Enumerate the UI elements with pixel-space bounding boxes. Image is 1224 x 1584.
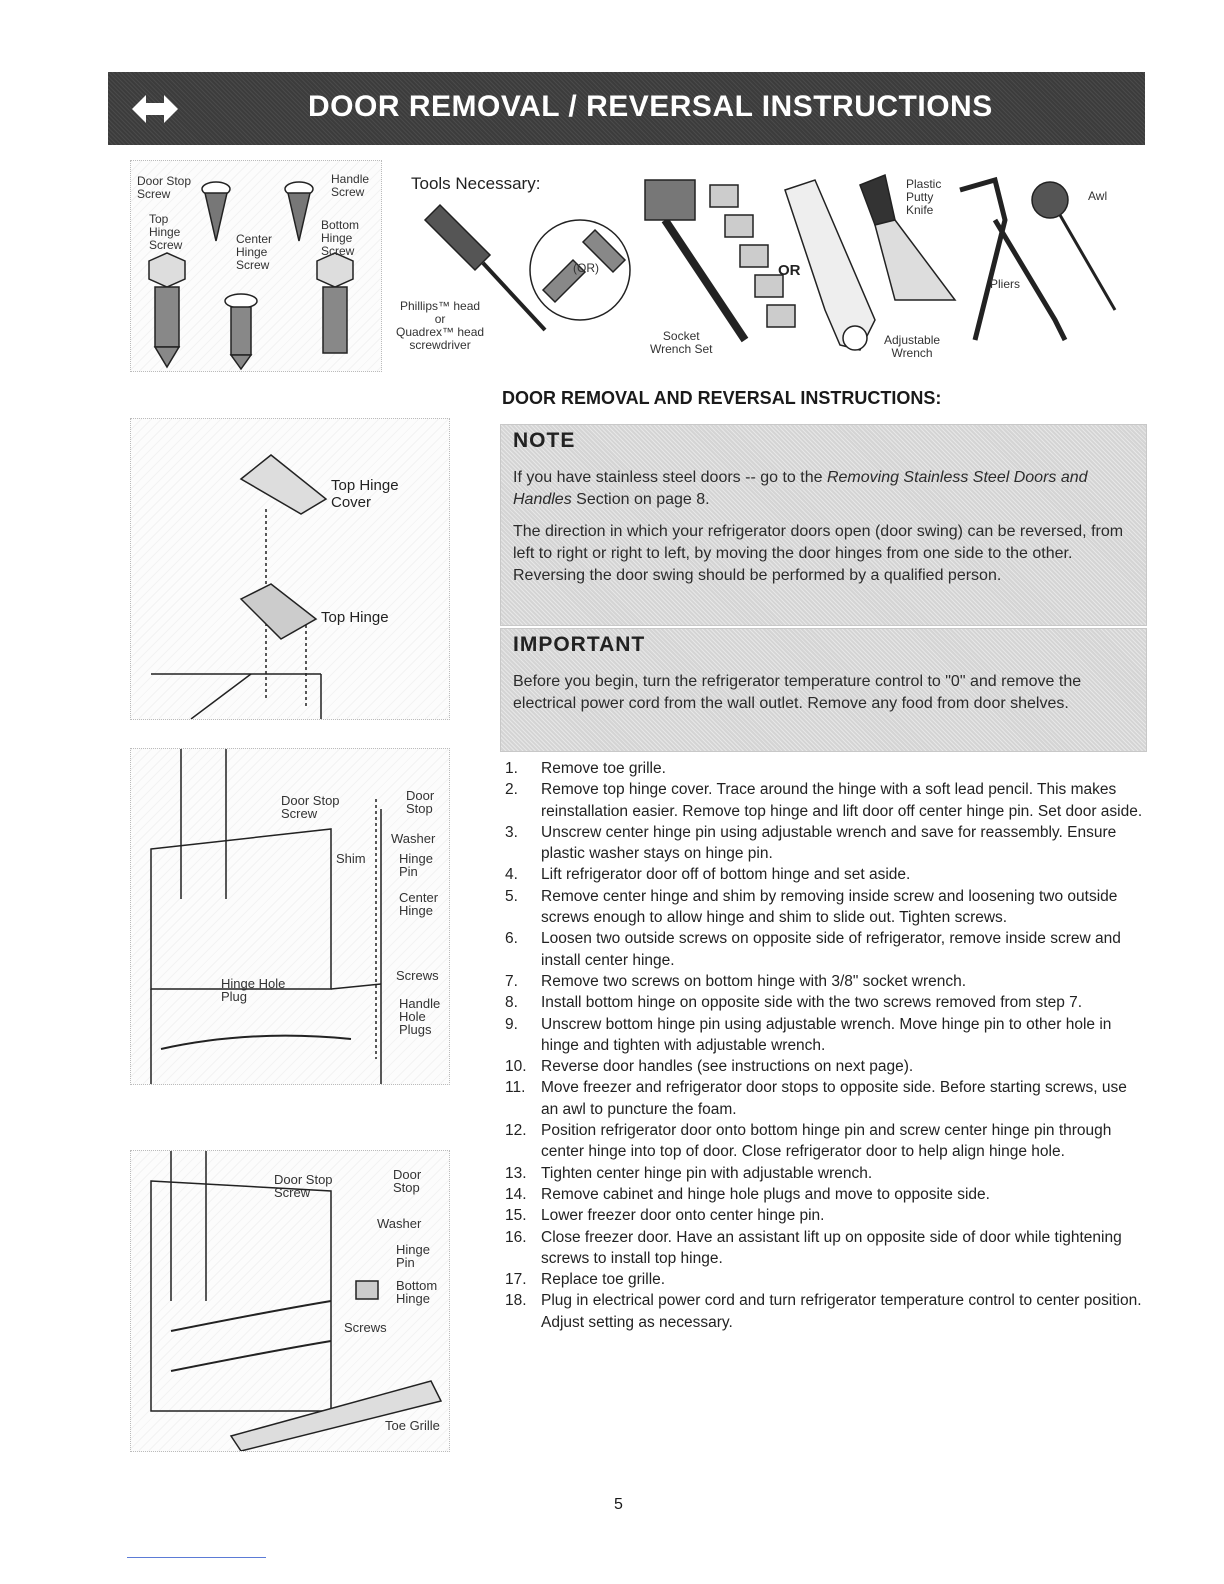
tools-title: Tools Necessary:	[411, 174, 541, 193]
bottom-hinge-figure	[130, 1150, 450, 1452]
top-hinge-cover-label: Top Hinge Cover	[331, 477, 399, 511]
step-item	[505, 864, 1145, 885]
step-text: Lift refrigerator door off of bottom hinge and set aside.	[541, 866, 911, 884]
step-number: 9.	[505, 1015, 518, 1033]
step-item	[505, 1163, 1145, 1184]
step-item	[505, 1184, 1145, 1205]
or-label-2: OR	[778, 262, 801, 279]
step-number: 8.	[505, 994, 518, 1012]
step-text: Replace toe grille.	[541, 1271, 666, 1289]
door-stop-label: Door Stop	[406, 788, 435, 816]
step-item	[505, 1056, 1145, 1077]
step-number: 14.	[505, 1185, 527, 1203]
step-item	[505, 971, 1145, 992]
step-text: Remove cabinet and hinge hole plugs and move to opposite side.	[541, 1185, 990, 1203]
page-title: DOOR REMOVAL / REVERSAL INSTRUCTIONS	[308, 90, 993, 123]
step-text: Reverse door handles (see instructions on next page).	[541, 1058, 914, 1076]
washer-label-2: Washer	[377, 1216, 422, 1231]
step-text: Remove toe grille.	[541, 760, 666, 777]
note-p1-link: Removing Stainless Steel Doors and Handles	[513, 469, 1088, 508]
center-hinge-figure	[130, 748, 450, 1085]
step-text: Close freezer door. Have an assistant lift up on opposite side of door while tightening screws to install top hinge.	[541, 1228, 1122, 1267]
note-box	[500, 424, 1147, 626]
bottom-hinge-label: Bottom Hinge	[396, 1278, 438, 1306]
step-item	[505, 1269, 1145, 1290]
hinge-hole-plug-label: Hinge Hole Plug	[221, 976, 286, 1004]
or-label-1: (OR)	[573, 261, 599, 275]
step-item	[505, 779, 1145, 822]
step-text: Remove center hinge and shim by removing inside screw and loosening two outside screws enough to allow hinge and shim to slide out. Tighten screws.	[541, 887, 1118, 927]
important-box	[500, 628, 1147, 752]
step-number: 4.	[505, 866, 518, 884]
step-number: 10.	[505, 1058, 527, 1076]
bottom-hinge-screw-label: Bottom Hinge Screw	[321, 218, 360, 258]
double-arrow-icon	[132, 94, 178, 124]
step-item	[505, 1014, 1145, 1057]
step-number: 1.	[505, 760, 518, 777]
adjustable-label: Adjustable Wrench	[884, 333, 941, 360]
step-text: Tighten center hinge pin with adjustable wrench.	[541, 1164, 873, 1182]
step-item	[505, 886, 1145, 929]
footer-line	[127, 1557, 266, 1558]
step-text: Move freezer and refrigerator door stops to opposite side. Before starting screws, use an awl to puncture the foam.	[541, 1079, 1127, 1118]
note-p1-b: Section on page 8.	[571, 491, 710, 508]
step-item	[505, 1120, 1145, 1163]
top-hinge-figure	[130, 418, 450, 720]
screws-label: Screws	[396, 968, 439, 983]
door-stop-screw-label-2: Door Stop Screw	[281, 793, 340, 821]
step-item	[505, 822, 1145, 865]
step-number: 12.	[505, 1122, 527, 1140]
step-item	[505, 928, 1145, 971]
steps-list	[505, 758, 1145, 1333]
tools-illustration	[395, 160, 1155, 370]
step-item	[505, 1077, 1145, 1120]
section-heading: DOOR REMOVAL AND REVERSAL INSTRUCTIONS:	[502, 388, 942, 408]
step-text: Remove top hinge cover. Trace around the hinge with a soft lead pencil. This makes reinstallation easier. Remove top hinge and lift door off center hinge pin. Set door aside.	[541, 781, 1143, 820]
center-hinge-label: Center Hinge	[399, 890, 439, 918]
step-number: 11.	[505, 1079, 526, 1097]
step-text: Position refrigerator door onto bottom hinge pin and screw center hinge pin through center hinge into top of door. Close refrigerator door to help align hinge hole.	[541, 1122, 1112, 1161]
note-paragraph-1	[513, 467, 1134, 511]
step-text: Unscrew bottom hinge pin using adjustable wrench. Move hinge pin to other hole in hinge and tighten with adjustable wrench.	[541, 1015, 1112, 1054]
screws-figure	[130, 160, 382, 372]
step-item	[505, 758, 1145, 779]
step-number: 6.	[505, 930, 518, 948]
top-hinge-label: Top Hinge	[321, 609, 389, 626]
door-stop-screw-label-3: Door Stop Screw	[274, 1172, 333, 1200]
center-hinge-screw-label: Center Hinge Screw	[236, 232, 273, 272]
socket-label: Socket Wrench Set	[650, 329, 713, 356]
step-text: Unscrew center hinge pin using adjustable wrench and save for reassembly. Ensure plastic washer stays on hinge pin.	[541, 823, 1117, 863]
note-p1-a: If you have stainless steel doors -- go to the	[513, 469, 827, 486]
putty-label: Plastic Putty Knife	[906, 177, 942, 217]
hinge-pin-label: Hinge Pin	[399, 851, 433, 879]
step-number: 15.	[505, 1207, 527, 1225]
step-number: 3.	[505, 823, 518, 841]
hinge-pin-label-2: Hinge Pin	[396, 1242, 430, 1270]
step-number: 17.	[505, 1271, 527, 1289]
pliers-label: Pliers	[990, 277, 1021, 291]
step-text: Remove two screws on bottom hinge with 3/8" socket wrench.	[541, 972, 967, 990]
important-paragraph: Before you begin, turn the refrigerator temperature control to "0" and remove the electrical power cord from the wall outlet. Remove any food from door shelves.	[513, 673, 1082, 712]
step-text: Lower freezer door onto center hinge pin.	[541, 1207, 825, 1225]
door-stop-label-2: Door Stop	[393, 1167, 422, 1195]
step-number: 13.	[505, 1164, 527, 1182]
shim-label: Shim	[336, 851, 366, 866]
step-text: Install bottom hinge on opposite side with the two screws removed from step 7.	[541, 994, 1083, 1012]
handle-screw-label: Handle Screw	[331, 172, 370, 199]
note-title: NOTE	[513, 429, 576, 452]
step-item	[505, 1290, 1145, 1333]
top-hinge-illustration	[131, 419, 449, 719]
step-number: 18.	[505, 1292, 527, 1310]
top-hinge-screw-label: Top Hinge Screw	[149, 212, 183, 252]
step-number: 16.	[505, 1228, 527, 1246]
awl-label: Awl	[1088, 189, 1108, 203]
door-stop-screw-label: Door Stop Screw	[137, 174, 192, 201]
step-item	[505, 1227, 1145, 1270]
step-text: Loosen two outside screws on opposite side of refrigerator, remove inside screw and install center hinge.	[541, 930, 1121, 969]
step-number: 2.	[505, 781, 518, 799]
washer-label: Washer	[391, 831, 436, 846]
step-item	[505, 992, 1145, 1013]
step-number: 7.	[505, 972, 518, 990]
step-text: Plug in electrical power cord and turn refrigerator temperature control to center position. Adjust setting as necessary.	[541, 1292, 1142, 1331]
screws-label-2: Screws	[344, 1320, 387, 1335]
toe-grille-label: Toe Grille	[385, 1418, 440, 1433]
handle-hole-plugs-label: Handle Hole Plugs	[399, 996, 441, 1037]
header-banner	[108, 72, 1145, 145]
step-number: 5.	[505, 887, 518, 905]
phillips-label: Phillips™ head or Quadrex™ head screwdriver	[396, 299, 485, 352]
step-item	[505, 1205, 1145, 1226]
page-number: 5	[614, 1496, 623, 1513]
important-title: IMPORTANT	[513, 633, 646, 656]
note-paragraph-2: The direction in which your refrigerator doors open (door swing) can be reversed, from left to right or right to left, by moving the door hinges from one side to the other. Reversing the door swing should be performed by a qualified person.	[513, 523, 1124, 584]
